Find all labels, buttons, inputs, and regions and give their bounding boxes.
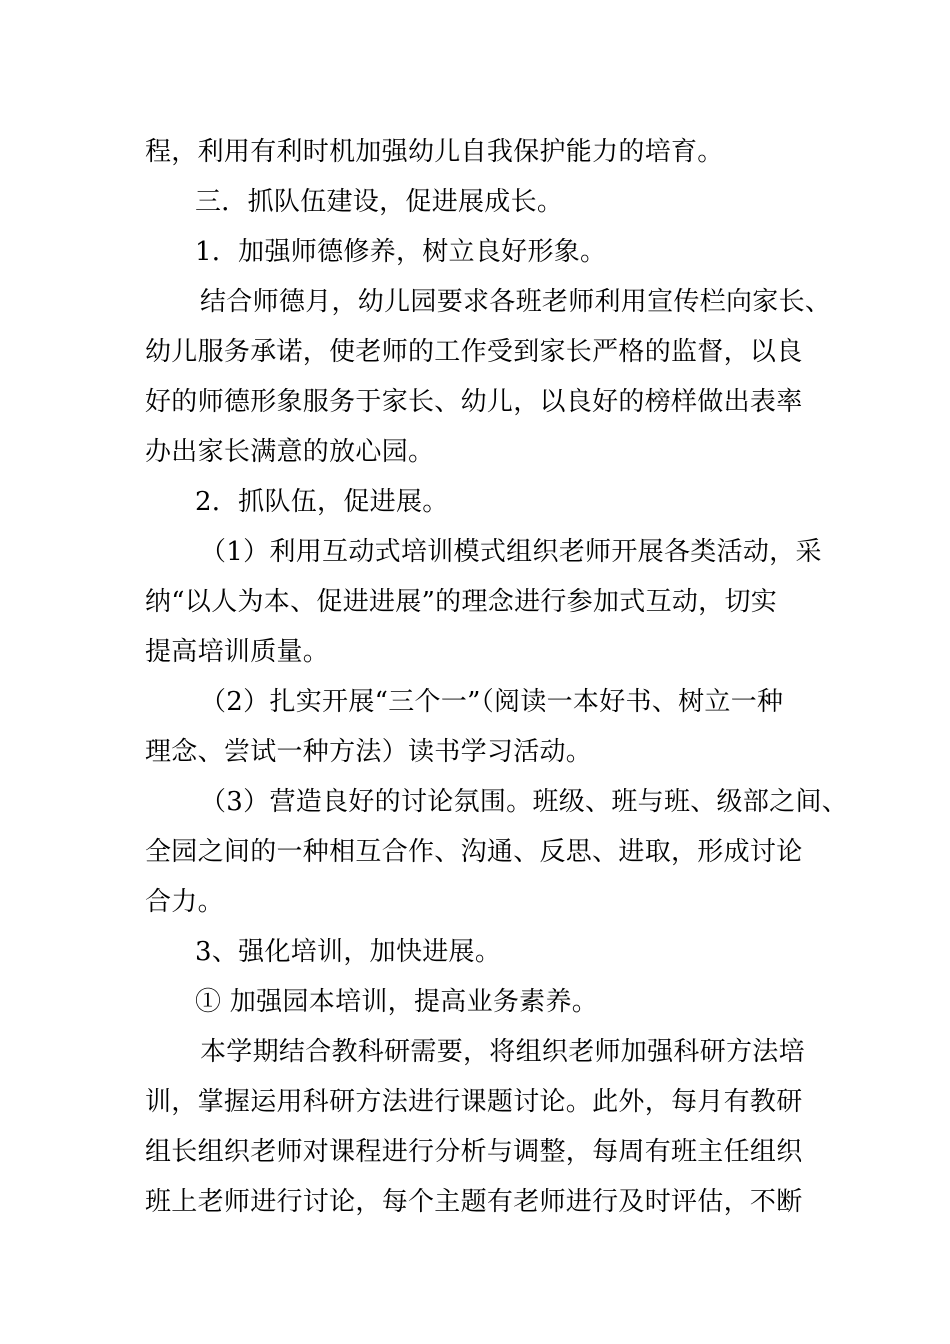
text-line-12: （2）扎实开展“三个一”（阅读一本好书、树立一种 [200,687,784,717]
text-line-14: （3）营造良好的讨论氛围。班级、班与班、级部之间、 [200,787,849,817]
subheading-3-1: ① 加强园本培训，提高业务素养。 [195,987,599,1017]
section-heading-3: 三．抓队伍建设，促进展成长。 [195,187,564,217]
text-line-21: 组长组织老师对课程进行分析与调整，每周有班主任组织 [145,1137,803,1167]
text-line-15: 全园之间的一种相互合作、沟通、反思、进取，形成讨论 [145,837,803,867]
text-line-20: 训，掌握运用科研方法进行课题讨论。此外，每月有教研 [145,1087,803,1117]
subheading-2: 2．抓队伍，促进展。 [195,487,449,517]
text-line-10: 纳“以人为本、促进进展”的理念进行参加式互动，切实 [145,587,778,617]
text-line-1: 程，利用有利时机加强幼儿自我保护能力的培育。 [145,137,724,167]
text-line-16: 合力。 [145,887,224,917]
text-line-22: 班上老师进行讨论，每个主题有老师进行及时评估，不断 [145,1187,803,1217]
subheading-3: 3、强化培训，加快进展。 [195,937,502,967]
text-line-7: 办出家长满意的放心园。 [145,437,435,467]
text-line-5: 幼儿服务承诺，使老师的工作受到家长严格的监督，以良 [145,337,803,367]
text-line-19: 本学期结合教科研需要，将组织老师加强科研方法培 [200,1037,805,1067]
text-line-6: 好的师德形象服务于家长、幼儿，以良好的榜样做出表率 [145,387,803,417]
text-line-4: 结合师德月，幼儿园要求各班老师利用宣传栏向家长、 [200,287,832,317]
text-line-9: （1）利用互动式培训模式组织老师开展各类活动，采 [200,537,822,567]
subheading-1: 1．加强师德修养，树立良好形象。 [195,237,607,267]
text-line-11: 提高培训质量。 [145,637,330,667]
text-line-13: 理念、尝试一种方法）读书学习活动。 [145,737,593,767]
